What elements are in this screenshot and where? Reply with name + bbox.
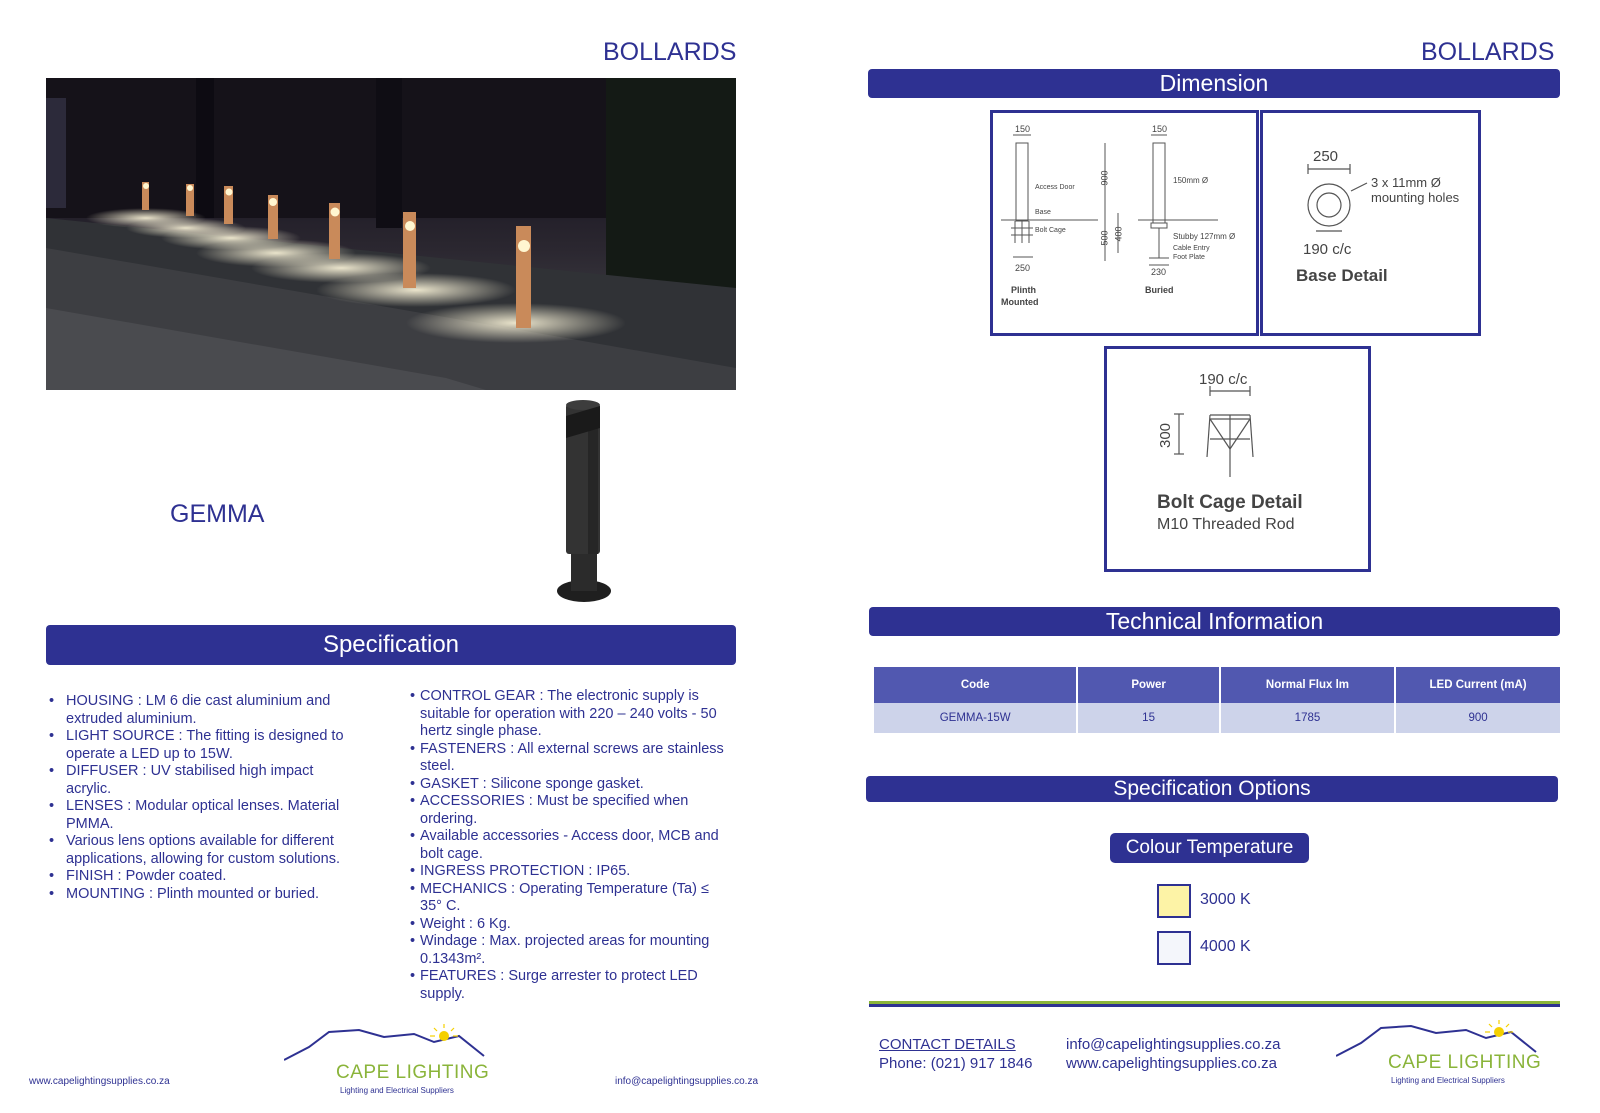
contact-website[interactable]: www.capelightingsupplies.co.za — [1066, 1055, 1277, 1072]
mountain-logo-icon — [284, 1022, 494, 1062]
spec-item: • FINISH : Powder coated. — [46, 868, 361, 886]
cell-code: GEMMA-15W — [874, 703, 1077, 733]
spec-item: • LENSES : Modular optical lenses. Material PMMA. — [46, 798, 361, 833]
bolt-cage-height-dim: 300 — [1157, 422, 1175, 449]
contact-heading: CONTACT DETAILS — [879, 1036, 1016, 1053]
plinth-label-1: Plinth — [1011, 285, 1036, 295]
technical-table — [874, 667, 1560, 733]
spec-item: • GASKET : Silicone sponge gasket. — [410, 776, 730, 794]
left-logo-name: CAPE LIGHTING — [336, 1062, 490, 1083]
bollard-product-image — [554, 396, 614, 606]
spec-item: • MOUNTING : Plinth mounted or buried. — [46, 886, 361, 904]
left-footer-website[interactable]: www.capelightingsupplies.co.za — [29, 1076, 170, 1087]
bolt-cage-title: Bolt Cage Detail — [1157, 492, 1303, 513]
base-detail-title: Base Detail — [1296, 266, 1388, 285]
base-detail-box — [1260, 110, 1481, 336]
plinth-top-dim: 150 — [1015, 124, 1031, 134]
spec-item: • Windage : Max. projected areas for mounting 0.1343m². — [410, 933, 730, 968]
option-3000k-label: 3000 K — [1200, 891, 1251, 908]
left-footer-email[interactable]: info@capelightingsupplies.co.za — [615, 1076, 759, 1087]
right-logo-tagline: Lighting and Electrical Suppliers — [1391, 1076, 1505, 1085]
base-width-dim: 250 — [1313, 148, 1339, 165]
bolt-cage-subtitle: M10 Threaded Rod — [1157, 516, 1295, 533]
left-logo-tagline: Lighting and Electrical Suppliers — [340, 1086, 454, 1095]
height-900: 900 — [1099, 170, 1110, 186]
dimension-drawing — [990, 110, 1259, 336]
contact-phone: Phone: (021) 917 1846 — [879, 1055, 1033, 1072]
base-label: Base — [1035, 209, 1051, 216]
right-logo — [1336, 1018, 1546, 1098]
bollard-illustration — [554, 396, 614, 606]
spec-item: • FEATURES : Surge arrester to protect LED supply. — [410, 968, 730, 1003]
mounting-holes-1: 3 x 11mm Ø — [1371, 175, 1441, 190]
technical-information-heading: Technical Information — [869, 607, 1560, 636]
spec-item: • HOUSING : LM 6 die cast aluminium and extruded aluminium. — [46, 693, 361, 728]
col-flux: Normal Flux lm — [1220, 667, 1395, 703]
height-400: 400 — [1113, 226, 1124, 242]
spec-item: • FASTENERS : All external screws are stainless steel. — [410, 741, 730, 776]
table-header-row — [874, 667, 1560, 703]
bollard-night-photo — [46, 78, 736, 390]
spec-item: • Various lens options available for different applications, allowing for custom solutions. — [46, 833, 361, 868]
footer-divider-blue — [869, 1004, 1560, 1007]
spec-item: • Weight : 6 Kg. — [410, 916, 730, 934]
buried-label: Buried — [1145, 285, 1174, 295]
cell-current: 900 — [1395, 703, 1560, 733]
plinth-label-2: Mounted — [1001, 297, 1039, 307]
bolt-cage-box — [1104, 346, 1371, 572]
spec-item: • INGRESS PROTECTION : IP65. — [410, 863, 730, 881]
photo-illustration — [46, 78, 736, 390]
cell-power: 15 — [1077, 703, 1219, 733]
swatch-3000k[interactable] — [1157, 884, 1191, 918]
option-4000k-label: 4000 K — [1200, 938, 1251, 955]
left-header: BOLLARDS — [603, 38, 737, 66]
spec-item: • DIFFUSER : UV stabilised high impact acrylic. — [46, 763, 361, 798]
buried-bottom-dim: 230 — [1151, 267, 1167, 277]
cell-flux: 1785 — [1220, 703, 1395, 733]
spec-list-right — [410, 688, 730, 1003]
buried-top-dim: 150 — [1152, 124, 1168, 134]
contact-email[interactable]: info@capelightingsupplies.co.za — [1066, 1036, 1281, 1053]
specification-heading: Specification — [46, 625, 736, 665]
colour-temperature-heading: Colour Temperature — [1110, 833, 1309, 863]
right-logo-name: CAPE LIGHTING — [1388, 1052, 1542, 1073]
col-current: LED Current (mA) — [1395, 667, 1560, 703]
plinth-bottom-dim: 250 — [1015, 263, 1031, 273]
swatch-4000k[interactable] — [1157, 931, 1191, 965]
access-door-label: Access Door — [1035, 184, 1075, 191]
product-name: GEMMA — [170, 500, 265, 528]
specification-options-heading: Specification Options — [866, 776, 1558, 802]
cable-entry-label: Cable Entry — [1173, 245, 1210, 252]
buried-diameter: 150mm Ø — [1173, 176, 1209, 185]
col-power: Power — [1077, 667, 1219, 703]
mounting-holes-2: mounting holes — [1371, 190, 1460, 205]
spec-list-left — [46, 693, 361, 903]
base-detail-drawing — [1263, 113, 1478, 333]
foot-plate-label: Foot Plate — [1173, 254, 1205, 261]
col-code: Code — [874, 667, 1077, 703]
left-logo — [284, 1022, 494, 1102]
spec-item: • ACCESSORIES : Must be specified when ordering. — [410, 793, 730, 828]
spec-item: • CONTROL GEAR : The electronic supply is suitable for operation with 220 – 240 volts - 50 hertz single phase. — [410, 688, 730, 741]
table-row — [874, 703, 1560, 733]
right-header: BOLLARDS — [1421, 38, 1555, 66]
spec-item: • MECHANICS : Operating Temperature (Ta) ≤ 35° C. — [410, 881, 730, 916]
height-500: 500 — [1099, 230, 1110, 246]
spec-item: • LIGHT SOURCE : The fitting is designed to operate a LED up to 15W. — [46, 728, 361, 763]
base-cc-dim: 190 c/c — [1303, 241, 1352, 258]
bolt-cage-cc-dim: 190 c/c — [1199, 371, 1248, 388]
dimension-heading: Dimension — [868, 69, 1560, 98]
bolt-cage-label: Bolt Cage — [1035, 227, 1066, 234]
stubby-label: Stubby 127mm Ø — [1173, 232, 1236, 241]
spec-item: • Available accessories - Access door, MCB and bolt cage. — [410, 828, 730, 863]
